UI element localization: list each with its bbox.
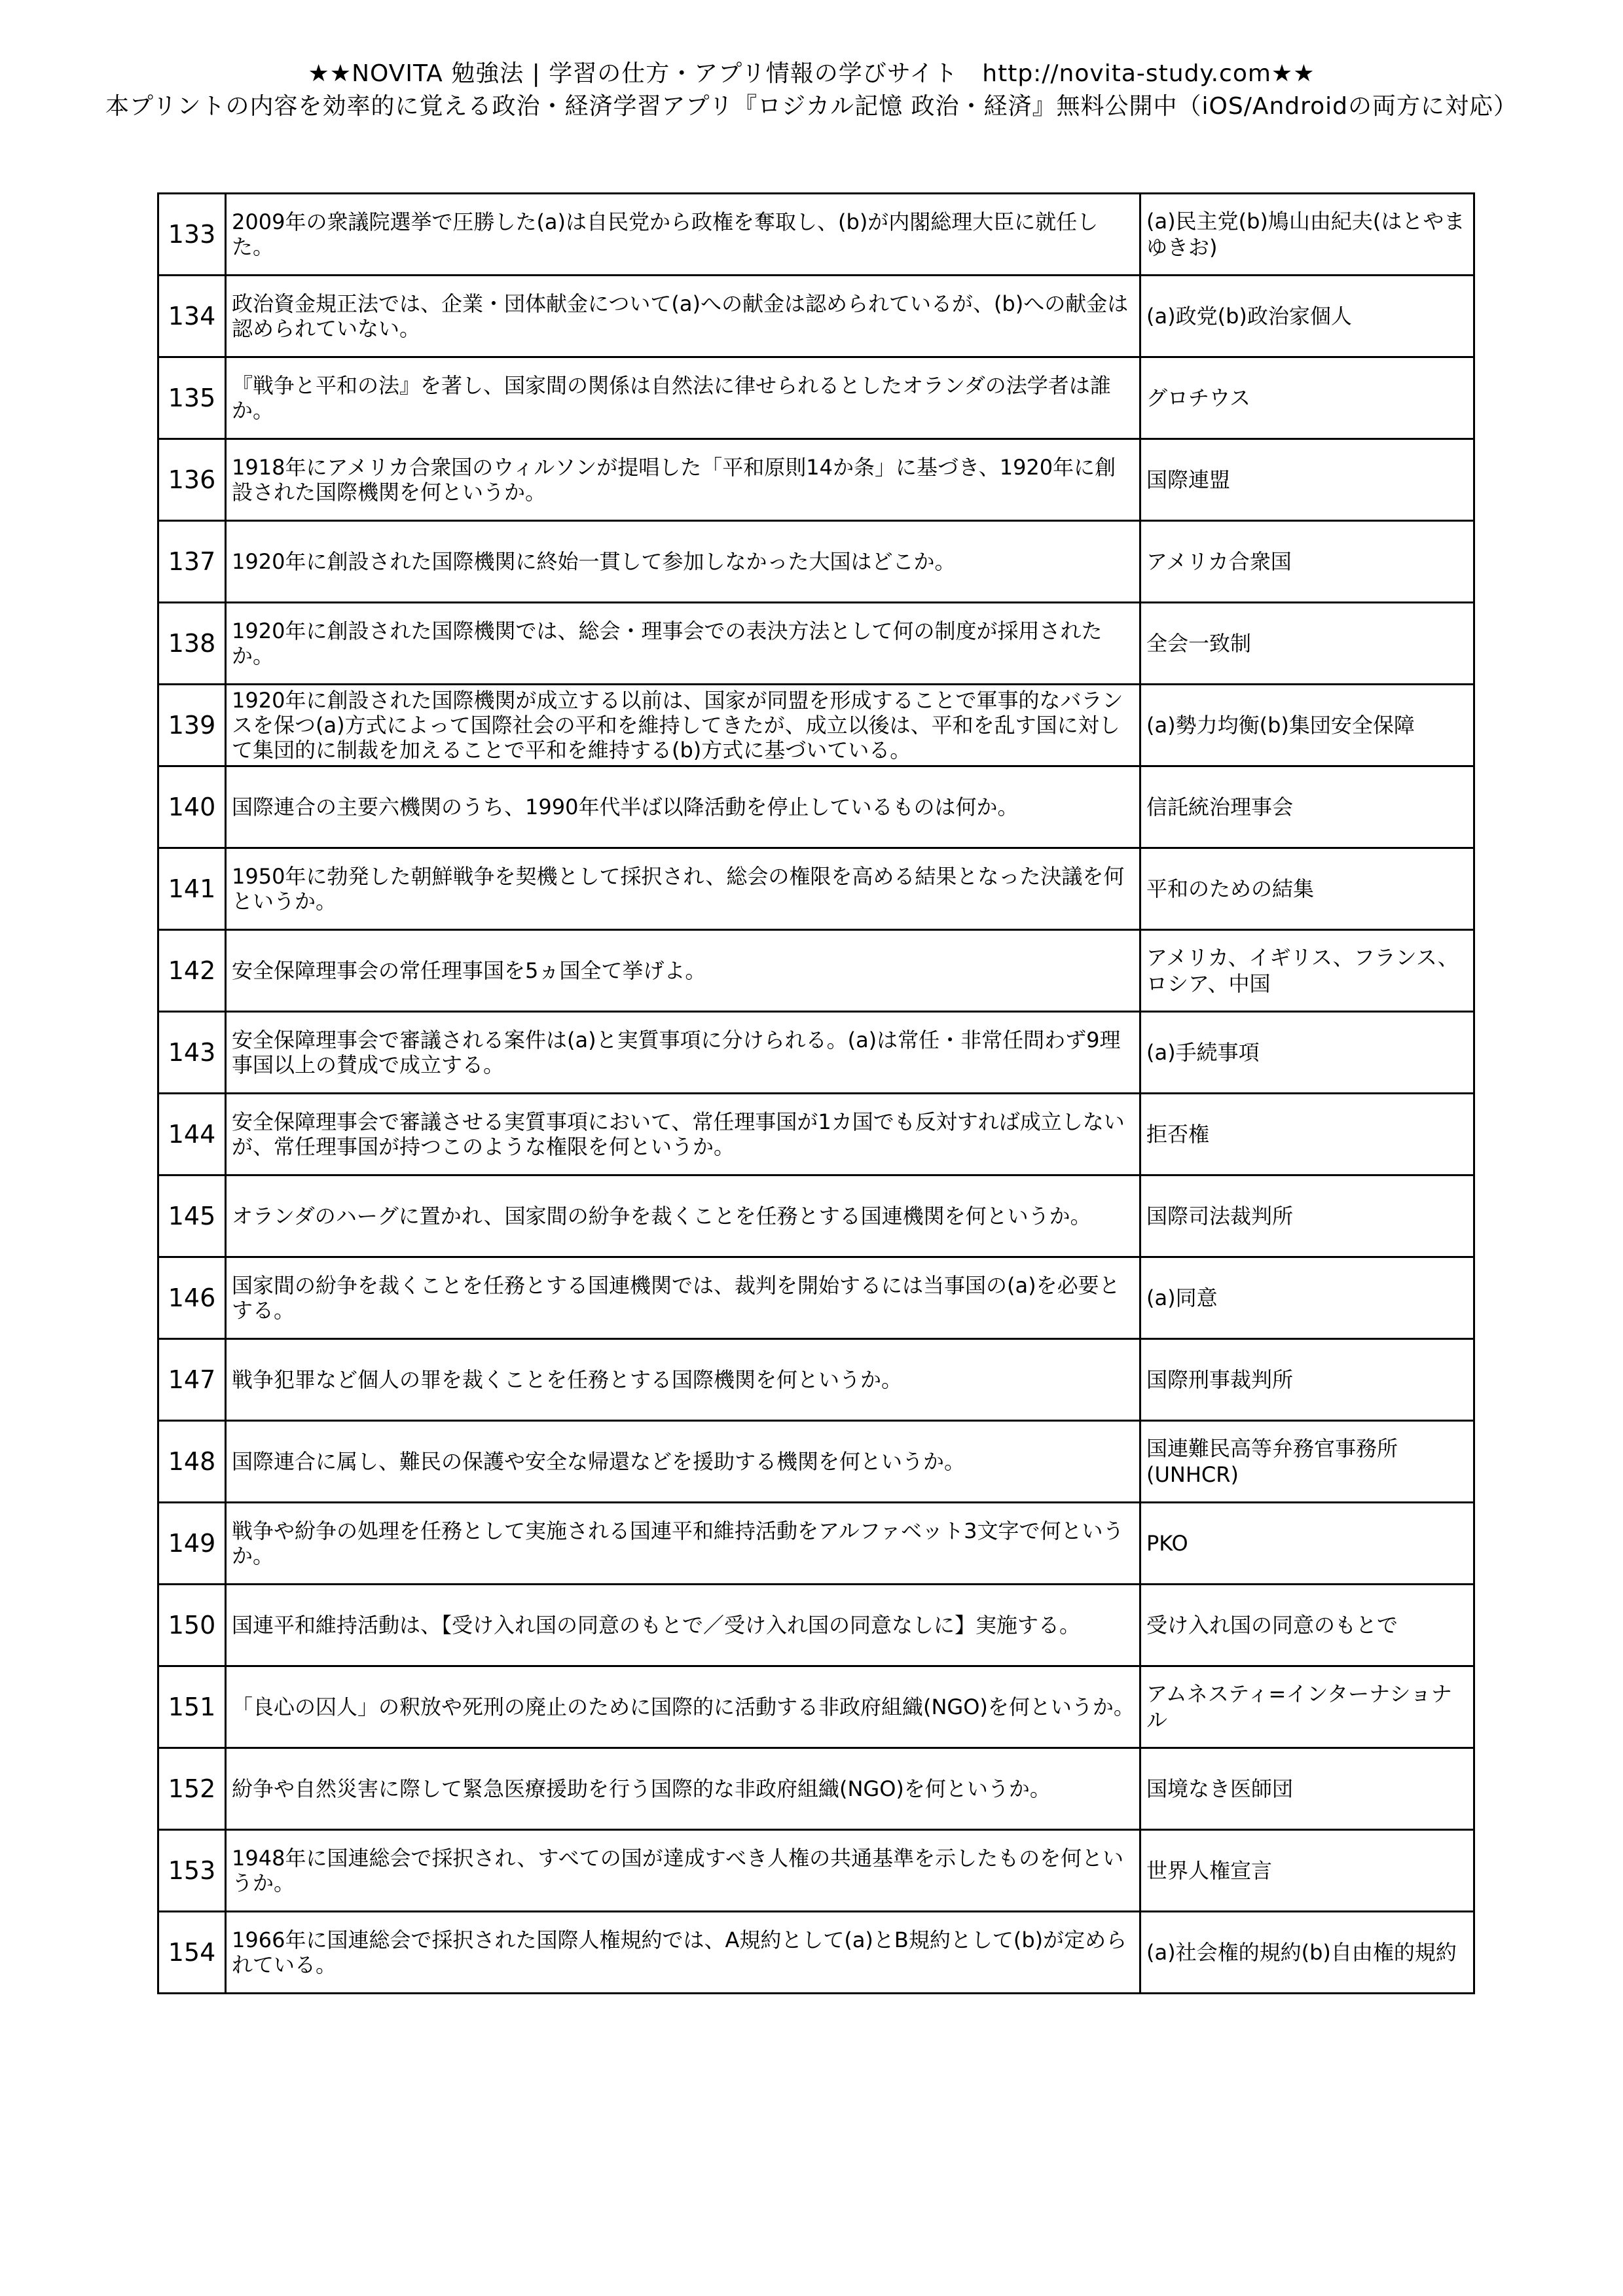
answer-text: グロチウス xyxy=(1140,357,1474,439)
question-text: 紛争や自然災害に際して緊急医療援助を行う国際的な非政府組織(NGO)を何というか。 xyxy=(226,1748,1140,1830)
question-number: 146 xyxy=(158,1257,226,1339)
answer-text: 国境なき医師団 xyxy=(1140,1748,1474,1830)
question-text: 1948年に国連総会で採択され、すべての国が達成すべき人権の共通基準を示したものを何というか。 xyxy=(226,1830,1140,1912)
table-row xyxy=(158,1748,1474,1830)
question-number: 145 xyxy=(158,1175,226,1257)
question-text: 国連平和維持活動は、【受け入れ国の同意のもとで／受け入れ国の同意なしに】実施する。 xyxy=(226,1585,1140,1666)
question-text: 国家間の紛争を裁くことを任務とする国連機関では、裁判を開始するには当事国の(a)を必要とする。 xyxy=(226,1257,1140,1339)
question-text: 国際連合に属し、難民の保護や安全な帰還などを援助する機関を何というか。 xyxy=(226,1421,1140,1503)
question-number: 148 xyxy=(158,1421,226,1503)
answer-text: (a)手続事項 xyxy=(1140,1012,1474,1094)
question-number: 149 xyxy=(158,1503,226,1585)
question-text: 1950年に勃発した朝鮮戦争を契機として採択され、総会の権限を高める結果となった決議を何というか。 xyxy=(226,848,1140,930)
question-number: 147 xyxy=(158,1339,226,1421)
header-site-title: ★★NOVITA 勉強法 | 学習の仕方・アプリ情報の学びサイト http://novita-study.com★★ xyxy=(308,60,1315,87)
answer-text: (a)政党(b)政治家個人 xyxy=(1140,276,1474,357)
question-text: 安全保障理事会の常任理事国を5ヵ国全て挙げよ。 xyxy=(226,930,1140,1012)
question-text: 国際連合の主要六機関のうち、1990年代半ば以降活動を停止しているものは何か。 xyxy=(226,766,1140,848)
table-row xyxy=(158,1585,1474,1666)
table-row xyxy=(158,1094,1474,1175)
question-text: 政治資金規正法では、企業・団体献金について(a)への献金は認められているが、(b)への献金は認められていない。 xyxy=(226,276,1140,357)
answer-text: 平和のための結集 xyxy=(1140,848,1474,930)
question-number: 142 xyxy=(158,930,226,1012)
question-text: 1966年に国連総会で採択された国際人権規約では、A規約として(a)とB規約として(b)が定められている。 xyxy=(226,1912,1140,1994)
table-row xyxy=(158,603,1474,685)
answer-text: 全会一致制 xyxy=(1140,603,1474,685)
table-row xyxy=(158,930,1474,1012)
question-number: 151 xyxy=(158,1666,226,1748)
qa-table xyxy=(157,192,1475,1994)
answer-text: (a)民主党(b)鳩山由紀夫(はとやまゆきお) xyxy=(1140,194,1474,276)
table-row xyxy=(158,521,1474,603)
question-number: 138 xyxy=(158,603,226,685)
table-row xyxy=(158,276,1474,357)
question-number: 137 xyxy=(158,521,226,603)
answer-text: アメリカ合衆国 xyxy=(1140,521,1474,603)
question-text: 戦争犯罪など個人の罪を裁くことを任務とする国際機関を何というか。 xyxy=(226,1339,1140,1421)
table-row xyxy=(158,1175,1474,1257)
question-number: 135 xyxy=(158,357,226,439)
question-number: 136 xyxy=(158,439,226,521)
question-text: 安全保障理事会で審議させる実質事項において、常任理事国が1カ国でも反対すれば成立しないが、常任理事国が持つこのような権限を何というか。 xyxy=(226,1094,1140,1175)
question-number: 140 xyxy=(158,766,226,848)
header-app-promo: 本プリントの内容を効率的に覚える政治・経済学習アプリ『ロジカル記憶 政治・経済』無料公開中（iOS/Androidの両方に対応） xyxy=(105,93,1518,120)
question-text: 『戦争と平和の法』を著し、国家間の関係は自然法に律せられるとしたオランダの法学者は誰か。 xyxy=(226,357,1140,439)
answer-text: 国際連盟 xyxy=(1140,439,1474,521)
table-row xyxy=(158,1666,1474,1748)
question-number: 144 xyxy=(158,1094,226,1175)
question-text: 戦争や紛争の処理を任務として実施される国連平和維持活動をアルファベット3文字で何というか。 xyxy=(226,1503,1140,1585)
question-text: 安全保障理事会で審議される案件は(a)と実質事項に分けられる。(a)は常任・非常任問わず9理事国以上の賛成で成立する。 xyxy=(226,1012,1140,1094)
question-number: 143 xyxy=(158,1012,226,1094)
answer-text: アメリカ、イギリス、フランス、ロシア、中国 xyxy=(1140,930,1474,1012)
table-row xyxy=(158,848,1474,930)
question-number: 139 xyxy=(158,685,226,766)
answer-text: (a)勢力均衡(b)集団安全保障 xyxy=(1140,685,1474,766)
question-text: 2009年の衆議院選挙で圧勝した(a)は自民党から政権を奪取し、(b)が内閣総理大臣に就任した。 xyxy=(226,194,1140,276)
table-row xyxy=(158,1012,1474,1094)
answer-text: PKO xyxy=(1140,1503,1474,1585)
question-number: 154 xyxy=(158,1912,226,1994)
question-text: 1918年にアメリカ合衆国のウィルソンが提唱した「平和原則14か条」に基づき、1920年に創設された国際機関を何というか。 xyxy=(226,439,1140,521)
table-row xyxy=(158,1421,1474,1503)
question-text: オランダのハーグに置かれ、国家間の紛争を裁くことを任務とする国連機関を何というか。 xyxy=(226,1175,1140,1257)
answer-text: 信託統治理事会 xyxy=(1140,766,1474,848)
answer-text: 拒否権 xyxy=(1140,1094,1474,1175)
table-row xyxy=(158,1257,1474,1339)
answer-text: 国連難民高等弁務官事務所(UNHCR) xyxy=(1140,1421,1474,1503)
table-row xyxy=(158,1503,1474,1585)
question-text: 1920年に創設された国際機関が成立する以前は、国家が同盟を形成することで軍事的なバランスを保つ(a)方式によって国際社会の平和を維持してきたが、成立以後は、平和を乱す国に対して集団的に制裁を加えることで平和を維持する(b)方式に基づいている。 xyxy=(226,685,1140,766)
table-row xyxy=(158,439,1474,521)
answer-text: (a)同意 xyxy=(1140,1257,1474,1339)
table-row xyxy=(158,1339,1474,1421)
answer-text: 世界人権宣言 xyxy=(1140,1830,1474,1912)
question-number: 134 xyxy=(158,276,226,357)
qa-table-body xyxy=(158,194,1474,1994)
page-header xyxy=(0,58,1623,123)
table-row xyxy=(158,1912,1474,1994)
question-number: 133 xyxy=(158,194,226,276)
answer-text: (a)社会権的規約(b)自由権的規約 xyxy=(1140,1912,1474,1994)
question-number: 150 xyxy=(158,1585,226,1666)
answer-text: 国際司法裁判所 xyxy=(1140,1175,1474,1257)
question-text: 「良心の囚人」の釈放や死刑の廃止のために国際的に活動する非政府組織(NGO)を何というか。 xyxy=(226,1666,1140,1748)
question-number: 141 xyxy=(158,848,226,930)
answer-text: 国際刑事裁判所 xyxy=(1140,1339,1474,1421)
question-number: 153 xyxy=(158,1830,226,1912)
table-row xyxy=(158,357,1474,439)
table-row xyxy=(158,766,1474,848)
question-number: 152 xyxy=(158,1748,226,1830)
answer-text: 受け入れ国の同意のもとで xyxy=(1140,1585,1474,1666)
table-row xyxy=(158,685,1474,766)
answer-text: アムネスティ=インターナショナル xyxy=(1140,1666,1474,1748)
question-text: 1920年に創設された国際機関では、総会・理事会での表決方法として何の制度が採用されたか。 xyxy=(226,603,1140,685)
table-row xyxy=(158,1830,1474,1912)
table-row xyxy=(158,194,1474,276)
question-text: 1920年に創設された国際機関に終始一貫して参加しなかった大国はどこか。 xyxy=(226,521,1140,603)
